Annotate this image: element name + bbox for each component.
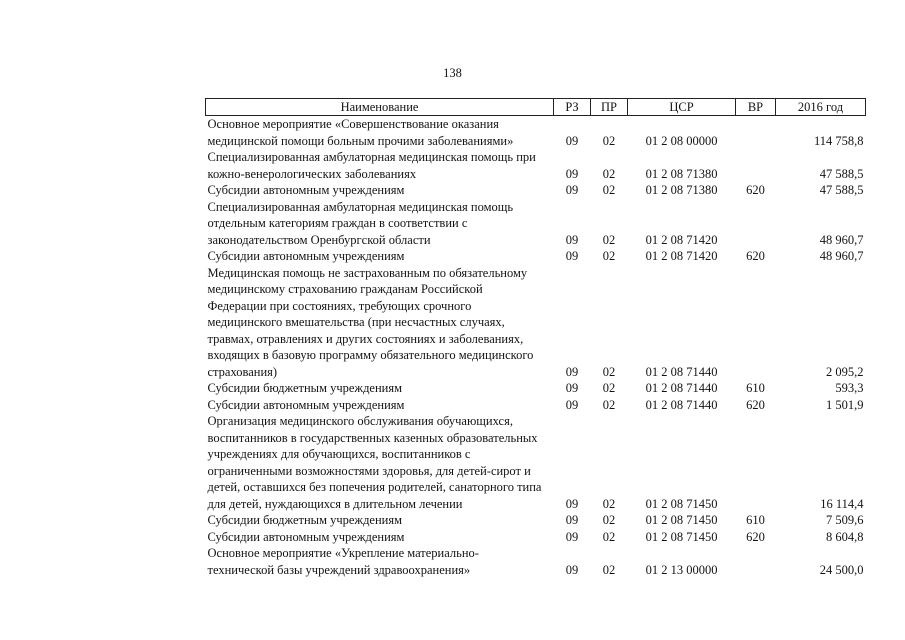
row-rz: 09 [565, 166, 579, 181]
row-amount: 1 501,9 [826, 397, 864, 412]
row-name-line: кожно-венерологических заболеваниях [207, 166, 417, 181]
row-rz: 09 [565, 397, 579, 412]
row-vr: 610 [746, 513, 765, 527]
table-row [206, 529, 866, 546]
row-amount: 2 095,2 [826, 364, 864, 379]
row-rz: 09 [565, 381, 579, 395]
row-name-line: Субсидии автономным учреждениям [207, 249, 405, 263]
row-name-line: законодательством Оренбургской области [207, 232, 431, 247]
row-name-line: медицинского вмешательства (при несчастных случаях, [207, 315, 505, 329]
row-name [206, 116, 554, 150]
row-name-line: входящих в базовую программу обязательного медицинского [207, 348, 534, 362]
row-name [206, 248, 554, 265]
row-pr: 02 [602, 133, 616, 148]
header-vr: ВР [736, 99, 776, 116]
row-csr: 01 2 08 71380 [645, 183, 718, 197]
row-csr: 01 2 08 71420 [645, 249, 718, 263]
row-pr: 02 [602, 529, 616, 544]
row-pr: 02 [602, 249, 616, 263]
row-name [206, 182, 554, 199]
row-csr: 01 2 08 71450 [645, 496, 718, 511]
row-rz: 09 [565, 232, 579, 247]
row-name-line: для детей, нуждающихся в длительном лечении [207, 496, 463, 511]
row-csr: 01 2 08 71450 [645, 529, 718, 544]
table-row [206, 199, 866, 249]
row-rz: 09 [565, 133, 579, 148]
table-row [206, 116, 866, 150]
row-name-line: отдельным категориям граждан в соответствии с [207, 216, 468, 230]
budget-table [205, 98, 866, 578]
row-name-line: Медицинская помощь не застрахованным по обязательному [207, 265, 528, 280]
row-name-line: Организация медицинского обслуживания обучающихся, [207, 414, 513, 428]
row-pr: 02 [602, 397, 616, 412]
row-csr: 01 2 08 71380 [645, 166, 718, 181]
row-vr: 620 [746, 529, 765, 544]
row-vr: 610 [746, 381, 765, 395]
row-name-line: медицинской помощи больным прочими заболеваниями» [207, 133, 514, 148]
row-amount: 48 960,7 [819, 249, 864, 263]
page-number: 138 [443, 66, 462, 80]
row-name [206, 380, 554, 397]
row-rz: 09 [565, 529, 579, 544]
table-row [206, 397, 866, 414]
header-csr: ЦСР [628, 99, 736, 116]
table-row [206, 380, 866, 397]
row-amount: 24 500,0 [819, 562, 864, 577]
row-rz: 09 [565, 562, 579, 577]
row-name [206, 529, 554, 546]
row-pr: 02 [602, 562, 616, 577]
table-row [206, 149, 866, 182]
row-name [206, 265, 554, 381]
row-vr: 620 [746, 183, 765, 197]
row-amount: 114 758,8 [813, 133, 864, 148]
row-name [206, 545, 554, 578]
row-csr: 01 2 08 71450 [645, 513, 718, 527]
table-row [206, 182, 866, 199]
row-amount: 593,3 [835, 381, 864, 395]
row-csr: 01 2 08 71440 [645, 381, 718, 395]
row-name-line: травмах, отравлениях и других состояниях и заболеваниях, [207, 331, 524, 346]
row-csr: 01 2 08 00000 [645, 133, 718, 148]
row-pr: 02 [602, 183, 616, 197]
row-amount: 8 604,8 [826, 529, 864, 544]
row-csr: 01 2 08 71440 [645, 364, 718, 379]
row-name-line: страхования) [207, 364, 278, 379]
row-pr: 02 [602, 381, 616, 395]
row-name-line: Субсидии автономным учреждениям [207, 529, 405, 544]
row-amount: 47 588,5 [819, 166, 864, 181]
row-rz: 09 [565, 249, 579, 263]
row-name-line: технической базы учреждений здравоохранения» [207, 562, 471, 577]
row-amount: 7 509,6 [826, 513, 864, 527]
header-name: Наименование [206, 99, 554, 116]
row-vr: 620 [746, 249, 765, 263]
row-name-line: Субсидии бюджетным учреждениям [207, 513, 403, 527]
table-row [206, 265, 866, 381]
row-name-line: воспитанников в государственных казенных образовательных [207, 430, 538, 445]
table-header-row [206, 99, 866, 116]
row-name-line: Основное мероприятие «Совершенствование оказания [207, 117, 499, 131]
row-name-line: Федерации при состояниях, требующих срочного [207, 298, 472, 313]
row-pr: 02 [602, 364, 616, 379]
table-row [206, 413, 866, 512]
row-csr: 01 2 13 00000 [645, 562, 718, 577]
row-name [206, 199, 554, 249]
row-csr: 01 2 08 71440 [645, 397, 718, 412]
row-pr: 02 [602, 166, 616, 181]
row-name-line: ограниченными возможностями здоровья, для детей-сирот и [207, 463, 531, 478]
row-name [206, 512, 554, 529]
row-name-line: детей, оставшихся без попечения родителей, санаторного типа [207, 480, 542, 494]
row-rz: 09 [565, 496, 579, 511]
row-vr: 620 [746, 397, 765, 412]
row-name-line: Специализированная амбулаторная медицинская помощь [207, 199, 514, 214]
row-name [206, 149, 554, 182]
row-vr [736, 199, 776, 249]
row-rz: 09 [565, 513, 579, 527]
row-pr: 02 [602, 513, 616, 527]
row-rz: 09 [565, 183, 579, 197]
row-rz: 09 [565, 364, 579, 379]
row-csr: 01 2 08 71420 [645, 232, 718, 247]
row-name-line: Субсидии автономным учреждениям [207, 397, 405, 412]
table-body [206, 116, 866, 579]
header-amount: 2016 год [776, 99, 866, 116]
row-name-line: Специализированная амбулаторная медицинская помощь при [207, 150, 536, 164]
header-pr: ПР [591, 99, 628, 116]
row-name-line: Субсидии бюджетным учреждениям [207, 381, 403, 395]
row-amount: 16 114,4 [820, 496, 864, 511]
table-row [206, 248, 866, 265]
header-rz: РЗ [554, 99, 591, 116]
row-name-line: Основное мероприятие «Укрепление материально- [207, 546, 479, 560]
row-pr: 02 [602, 496, 616, 511]
row-name-line: медицинскому страхованию гражданам Российской [207, 282, 483, 296]
row-pr: 02 [602, 232, 616, 247]
row-vr [736, 413, 776, 512]
row-name-line: учреждениях для обучающихся, воспитанников с [207, 447, 471, 461]
row-name-line: Субсидии автономным учреждениям [207, 183, 405, 197]
row-vr [736, 116, 776, 150]
row-vr [736, 265, 776, 381]
row-vr [736, 149, 776, 182]
row-name [206, 413, 554, 512]
table-row [206, 545, 866, 578]
row-amount: 48 960,7 [819, 232, 864, 247]
table-row [206, 512, 866, 529]
row-amount: 47 588,5 [819, 183, 864, 197]
row-vr [736, 545, 776, 578]
row-name [206, 397, 554, 414]
